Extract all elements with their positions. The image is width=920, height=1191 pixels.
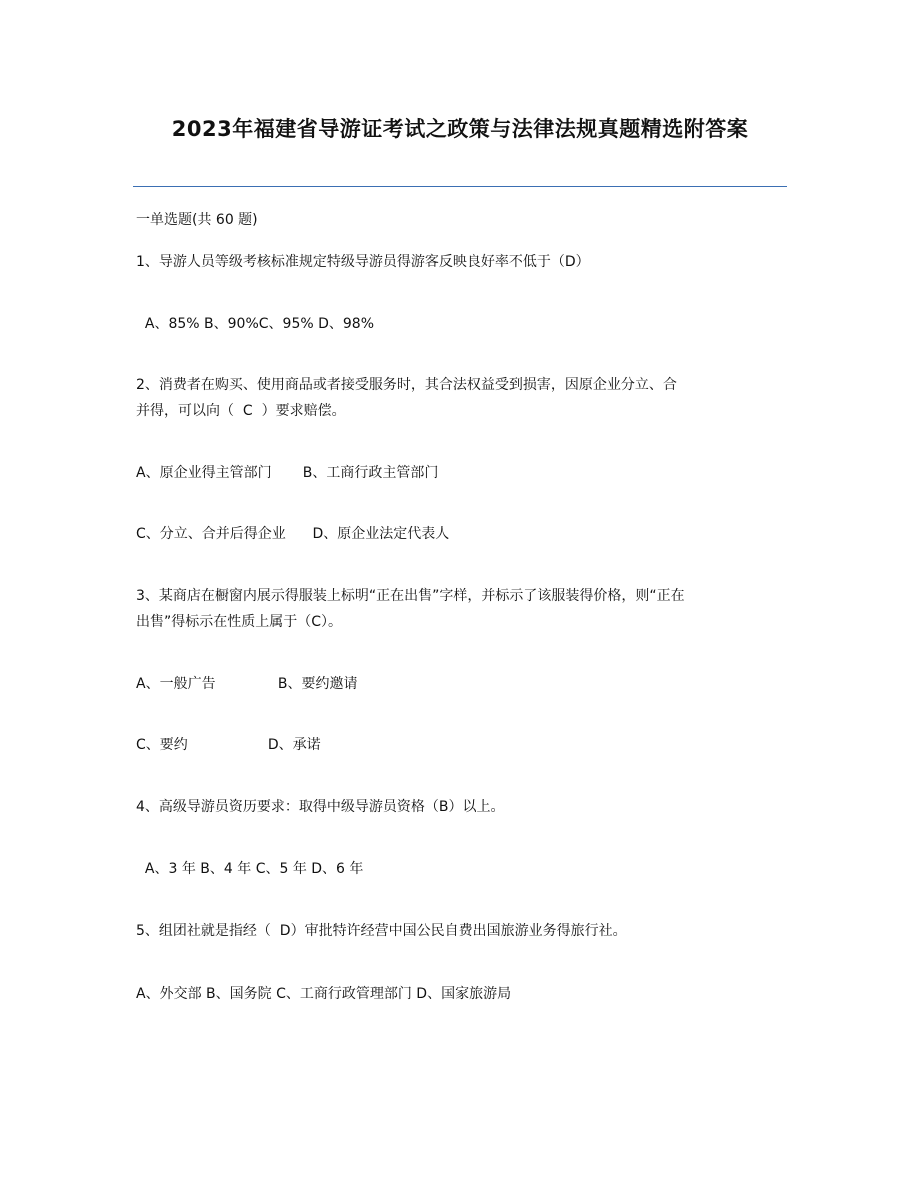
question-4-stem: 4、高级导游员资历要求：取得中级导游员资格（B）以上。	[136, 799, 505, 815]
question-4-options: A、3 年 B、4 年 C、5 年 D、6 年	[136, 861, 364, 877]
question-1-options: A、85% B、90%C、95% D、98%	[136, 316, 375, 332]
section-heading: 一单选题(共 60 题)	[136, 212, 258, 228]
title-divider	[133, 186, 787, 187]
page-title: 2023年福建省导游证考试之政策与法律法规真题精选附答案	[171, 117, 749, 141]
question-3-stem-line-1: 3、某商店在橱窗内展示得服装上标明“正在出售”字样，并标示了该服装得价格，则“正在	[136, 588, 685, 604]
question-2-options-cd: C、分立、合并后得企业 D、原企业法定代表人	[136, 526, 450, 542]
question-2-stem-line-2: 并得，可以向（ C ）要求赔偿。	[136, 403, 346, 419]
question-2-options-ab: A、原企业得主管部门 B、工商行政主管部门	[136, 465, 439, 481]
question-3-stem-line-2: 出售”得标示在性质上属于（C）。	[136, 614, 343, 630]
question-3-options-ab: A、一般广告 B、要约邀请	[136, 676, 358, 692]
question-3-options-cd: C、要约 D、承诺	[136, 737, 321, 753]
question-5-stem: 5、组团社就是指经（ D）审批特许经营中国公民自费出国旅游业务得旅行社。	[136, 923, 627, 939]
question-2-stem-line-1: 2、消费者在购买、使用商品或者接受服务时，其合法权益受到损害，因原企业分立、合	[136, 377, 677, 393]
question-1-stem: 1、导游人员等级考核标准规定特级导游员得游客反映良好率不低于（D）	[136, 254, 590, 270]
question-5-options: A、外交部 B、国务院 C、工商行政管理部门 D、国家旅游局	[136, 986, 512, 1002]
